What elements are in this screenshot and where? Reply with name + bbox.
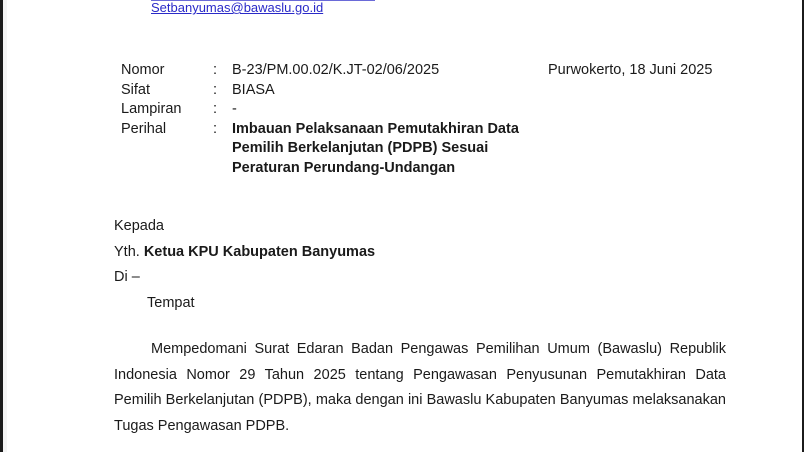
- meta-label: Nomor: [121, 62, 165, 78]
- meta-colon: :: [213, 101, 218, 117]
- email-link[interactable]: Setbanyumas@bawaslu.go.id: [151, 0, 324, 15]
- body-paragraph: Mempedomani Surat Edaran Badan Pengawas Pemilihan Umum (Bawaslu) Republik Indonesia Nomor 29 Tahun 2025 tentang Pengawasan Penyusunan Pemutakhiran Data Pemilih Berkelanjutan (PDPB), maka dengan ini Bawaslu Kabupaten Banyumas melaksanakan Tugas Pengawasan PDPB.: [114, 341, 726, 434]
- meta-label: Perihal: [121, 120, 167, 137]
- subject-line: Peraturan Perundang-Undangan: [232, 159, 456, 176]
- recipient-block: [114, 216, 375, 318]
- place-date: Purwokerto, 18 Juni 2025: [548, 62, 713, 78]
- meta-label: Sifat: [121, 81, 151, 98]
- recipient-line: [114, 242, 375, 268]
- subject-line: Imbauan Pelaksanaan Pemutakhiran Data: [232, 120, 519, 137]
- meta-value-nomor: B-23/PM.00.02/K.JT-02/06/2025: [232, 62, 440, 78]
- kepada-label: Kepada: [114, 218, 164, 234]
- meta-value-lampiran: -: [232, 101, 237, 117]
- meta-label: Lampiran: [121, 101, 182, 117]
- di-label: Di –: [114, 269, 140, 285]
- meta-colon: :: [213, 62, 218, 78]
- meta-colon: :: [213, 120, 218, 137]
- tempat-label: Tempat: [147, 294, 195, 311]
- meta-value-sifat: BIASA: [232, 81, 275, 98]
- yth-prefix: Yth.: [114, 243, 144, 260]
- recipient-name: Ketua KPU Kabupaten Banyumas: [143, 243, 376, 260]
- subject-line: Pemilih Berkelanjutan (PDPB) Sesuai: [232, 140, 489, 156]
- meta-value-perihal: [232, 120, 519, 179]
- meta-colon: :: [213, 81, 218, 98]
